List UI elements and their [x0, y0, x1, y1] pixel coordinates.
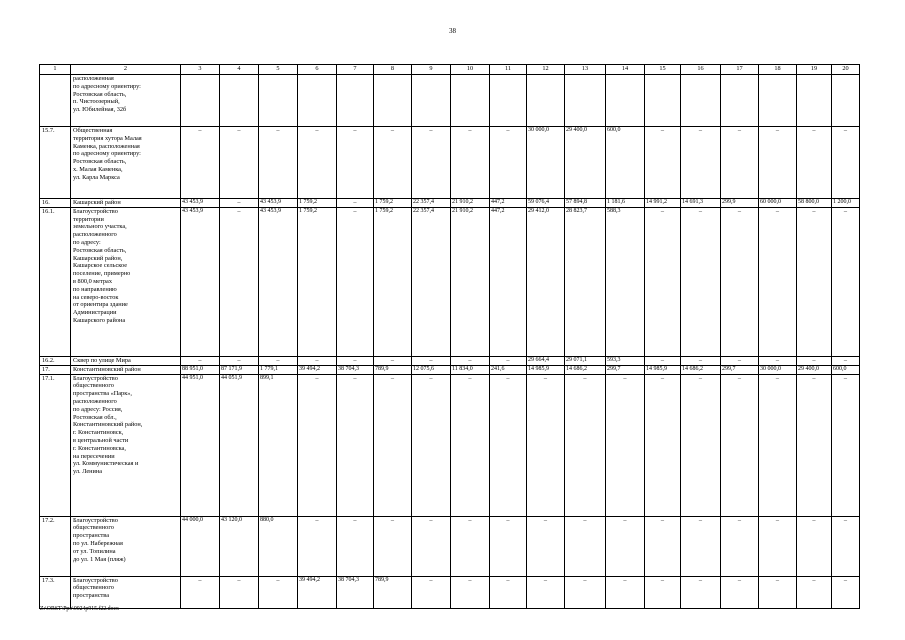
row-description-cell: Кашарский район [71, 199, 181, 208]
row-description-cell: Константиновский район [71, 365, 181, 374]
value-cell: 57 894,8 [565, 199, 606, 208]
column-number-cell: 4 [220, 65, 259, 75]
row-number-cell: 17.2. [40, 516, 71, 576]
value-cell [298, 75, 337, 127]
row-number-cell: 16.1. [40, 207, 71, 356]
row-number-cell: 16. [40, 199, 71, 208]
value-cell [220, 75, 259, 127]
column-number-cell: 7 [337, 65, 374, 75]
value-cell [181, 75, 220, 127]
value-cell: – [181, 127, 220, 199]
value-cell: 299,7 [606, 365, 645, 374]
row-description-cell: Благоустройство общественного пространства «Парк», расположенного по адресу: Россия, Ростовская обл., Константиновский район, г. Константиновск, в центральной части г. Константиновска, на пересечении ул. Коммунистическая и ул. Ленина [71, 374, 181, 516]
value-cell: – [797, 356, 832, 365]
table-row [40, 199, 860, 208]
value-cell: 11 834,0 [451, 365, 490, 374]
value-cell: 241,6 [490, 365, 527, 374]
value-cell: – [645, 374, 681, 516]
value-cell: – [337, 356, 374, 365]
value-cell: – [259, 576, 298, 608]
value-cell: – [220, 356, 259, 365]
value-cell [721, 75, 759, 127]
value-cell: – [721, 576, 759, 608]
value-cell: – [797, 516, 832, 576]
table-row [40, 516, 860, 576]
value-cell: 14 686,2 [565, 365, 606, 374]
value-cell: – [490, 374, 527, 516]
value-cell: 43 453,9 [181, 207, 220, 356]
table-row [40, 374, 860, 516]
value-cell: – [759, 207, 797, 356]
value-cell [527, 75, 565, 127]
value-cell [259, 75, 298, 127]
value-cell: – [298, 374, 337, 516]
row-description-cell: расположенная по адресному ориентиру: Ростовская область, п. Чистоозерный, ул. Юбилейная, 32б [71, 75, 181, 127]
value-cell: – [412, 516, 451, 576]
value-cell: – [490, 356, 527, 365]
row-description-cell: Благоустройство общественного пространства [71, 576, 181, 608]
value-cell: – [721, 374, 759, 516]
table-row [40, 207, 860, 356]
value-cell: – [721, 516, 759, 576]
value-cell: – [565, 516, 606, 576]
value-cell: 44 000,0 [181, 516, 220, 576]
table-row [40, 75, 860, 127]
value-cell: 44 951,0 [181, 374, 220, 516]
value-cell: – [337, 516, 374, 576]
row-description-cell: Общественная территория хутора Малая Каменка, расположенная по адресному ориентиру: Ростовская область, х. Малая Каменка, ул. Карла Маркса [71, 127, 181, 199]
value-cell: – [220, 127, 259, 199]
value-cell: 29 071,1 [565, 356, 606, 365]
value-cell: – [565, 576, 606, 608]
value-cell [374, 75, 412, 127]
value-cell: – [606, 516, 645, 576]
value-cell: – [681, 516, 721, 576]
value-cell: – [759, 516, 797, 576]
value-cell: – [220, 576, 259, 608]
value-cell: 59 076,4 [527, 199, 565, 208]
value-cell: 30 000,0 [759, 365, 797, 374]
value-cell: – [759, 127, 797, 199]
value-cell: 1 759,2 [374, 199, 412, 208]
value-cell: 38 704,3 [337, 576, 374, 608]
value-cell: – [832, 207, 860, 356]
value-cell: – [259, 356, 298, 365]
value-cell [412, 75, 451, 127]
table-row [40, 127, 860, 199]
value-cell: 14 985,9 [645, 365, 681, 374]
value-cell: 29 664,4 [527, 356, 565, 365]
value-cell: – [645, 516, 681, 576]
value-cell: 29 400,0 [565, 127, 606, 199]
column-number-cell: 18 [759, 65, 797, 75]
row-description-cell: Сквер по улице Мира [71, 356, 181, 365]
value-cell: 38 704,3 [337, 365, 374, 374]
value-cell: – [645, 127, 681, 199]
value-cell: – [832, 576, 860, 608]
value-cell: 1 779,1 [259, 365, 298, 374]
value-cell: – [337, 374, 374, 516]
value-cell: 21 910,2 [451, 199, 490, 208]
value-cell: – [181, 576, 220, 608]
value-cell: – [645, 207, 681, 356]
value-cell: – [681, 374, 721, 516]
row-description-cell: Благоустройство общественного пространства по ул. Набережная от ул. Топилина до ул. 1 Мая (пляж) [71, 516, 181, 576]
value-cell: – [681, 207, 721, 356]
value-cell: 299,9 [721, 199, 759, 208]
value-cell: 43 453,9 [181, 199, 220, 208]
value-cell: – [374, 356, 412, 365]
value-cell: – [259, 127, 298, 199]
value-cell: – [337, 127, 374, 199]
row-number-cell: 15.7. [40, 127, 71, 199]
value-cell: 58 800,0 [797, 199, 832, 208]
value-cell [490, 75, 527, 127]
column-number-cell: 2 [71, 65, 181, 75]
value-cell: – [759, 576, 797, 608]
value-cell [337, 75, 374, 127]
value-cell: – [337, 207, 374, 356]
value-cell: 447,2 [490, 207, 527, 356]
table-header-row [40, 65, 860, 75]
value-cell: – [797, 374, 832, 516]
value-cell: 14 991,2 [645, 199, 681, 208]
value-cell: 1 200,0 [832, 199, 860, 208]
table-row [40, 365, 860, 374]
value-cell: – [298, 516, 337, 576]
column-number-cell: 1 [40, 65, 71, 75]
value-cell: 21 910,2 [451, 207, 490, 356]
value-cell: 1 759,2 [298, 199, 337, 208]
value-cell: – [220, 199, 259, 208]
value-cell: 14 686,2 [681, 365, 721, 374]
value-cell: – [606, 374, 645, 516]
column-number-cell: 13 [565, 65, 606, 75]
value-cell: – [681, 576, 721, 608]
row-number-cell: 16.2. [40, 356, 71, 365]
value-cell: – [759, 374, 797, 516]
value-cell: 87 171,9 [220, 365, 259, 374]
column-number-cell: 19 [797, 65, 832, 75]
value-cell: – [412, 576, 451, 608]
value-cell: – [527, 576, 565, 608]
column-number-cell: 12 [527, 65, 565, 75]
value-cell: – [220, 207, 259, 356]
value-cell: 60 000,0 [759, 199, 797, 208]
value-cell: 43 453,9 [259, 199, 298, 208]
value-cell: 29 412,0 [527, 207, 565, 356]
value-cell [759, 75, 797, 127]
row-number-cell: 17. [40, 365, 71, 374]
value-cell: – [832, 374, 860, 516]
value-cell: – [490, 127, 527, 199]
footer-file-path: Z:\ORST\Ppo\0024p915.f22.docx [40, 606, 119, 612]
value-cell [606, 75, 645, 127]
value-cell: 1 759,2 [374, 207, 412, 356]
column-number-cell: 17 [721, 65, 759, 75]
column-number-cell: 14 [606, 65, 645, 75]
budget-table [39, 64, 860, 609]
value-cell: 593,3 [606, 356, 645, 365]
value-cell: 588,3 [606, 207, 645, 356]
column-number-cell: 6 [298, 65, 337, 75]
value-cell: – [759, 356, 797, 365]
value-cell: 600,0 [606, 127, 645, 199]
value-cell: – [797, 576, 832, 608]
value-cell: – [451, 374, 490, 516]
value-cell: – [374, 127, 412, 199]
column-number-cell: 3 [181, 65, 220, 75]
value-cell: 899,1 [259, 374, 298, 516]
value-cell: – [374, 374, 412, 516]
value-cell: – [606, 576, 645, 608]
value-cell: 22 357,4 [412, 207, 451, 356]
row-description-cell: Благоустройство территории земельного участка, расположенного по адресу: Ростовская область, Кашарский район, Кашарское сельское поселение, примерно в 800,0 метрах по направлению на северо-восток от ориентира здание Администрации Кашарского района [71, 207, 181, 356]
value-cell [832, 75, 860, 127]
value-cell: 12 075,6 [412, 365, 451, 374]
column-number-cell: 16 [681, 65, 721, 75]
value-cell [797, 75, 832, 127]
column-number-cell: 5 [259, 65, 298, 75]
value-cell: 43 453,9 [259, 207, 298, 356]
value-cell: – [490, 516, 527, 576]
column-number-cell: 10 [451, 65, 490, 75]
value-cell: 43 120,0 [220, 516, 259, 576]
value-cell: – [451, 576, 490, 608]
value-cell: 30 000,0 [527, 127, 565, 199]
row-number-cell: 17.3. [40, 576, 71, 608]
value-cell: 29 400,0 [797, 365, 832, 374]
value-cell: – [298, 356, 337, 365]
value-cell: 44 051,9 [220, 374, 259, 516]
value-cell: 88 951,0 [181, 365, 220, 374]
value-cell: 14 985,9 [527, 365, 565, 374]
value-cell: – [565, 374, 606, 516]
value-cell: 1 759,2 [298, 207, 337, 356]
value-cell: 880,0 [259, 516, 298, 576]
value-cell: – [832, 516, 860, 576]
value-cell: – [412, 127, 451, 199]
value-cell: – [181, 356, 220, 365]
value-cell: – [645, 356, 681, 365]
table-row [40, 576, 860, 608]
value-cell [681, 75, 721, 127]
value-cell: – [451, 356, 490, 365]
value-cell [451, 75, 490, 127]
value-cell: – [832, 356, 860, 365]
value-cell: – [412, 356, 451, 365]
value-cell: – [374, 516, 412, 576]
value-cell: – [721, 207, 759, 356]
value-cell: – [451, 127, 490, 199]
value-cell: – [298, 127, 337, 199]
value-cell: – [490, 576, 527, 608]
page-number: 38 [449, 27, 456, 35]
value-cell: 299,7 [721, 365, 759, 374]
value-cell: – [645, 576, 681, 608]
value-cell: 22 357,4 [412, 199, 451, 208]
value-cell: – [681, 127, 721, 199]
value-cell: 39 494,2 [298, 576, 337, 608]
table-row [40, 356, 860, 365]
value-cell: 789,9 [374, 365, 412, 374]
value-cell [645, 75, 681, 127]
value-cell: – [721, 356, 759, 365]
value-cell: – [527, 516, 565, 576]
value-cell: – [451, 516, 490, 576]
row-number-cell: 17.1. [40, 374, 71, 516]
column-number-cell: 15 [645, 65, 681, 75]
value-cell: 447,2 [490, 199, 527, 208]
value-cell: – [797, 127, 832, 199]
column-number-cell: 11 [490, 65, 527, 75]
value-cell: 14 691,3 [681, 199, 721, 208]
value-cell: – [412, 374, 451, 516]
value-cell: – [337, 199, 374, 208]
value-cell: – [832, 127, 860, 199]
row-number-cell [40, 75, 71, 127]
column-number-cell: 20 [832, 65, 860, 75]
column-number-cell: 8 [374, 65, 412, 75]
value-cell: – [797, 207, 832, 356]
value-cell: 1 181,6 [606, 199, 645, 208]
value-cell: 39 494,2 [298, 365, 337, 374]
value-cell: – [527, 374, 565, 516]
value-cell: 28 823,7 [565, 207, 606, 356]
value-cell: 789,9 [374, 576, 412, 608]
value-cell: 600,0 [832, 365, 860, 374]
value-cell [565, 75, 606, 127]
value-cell: – [681, 356, 721, 365]
column-number-cell: 9 [412, 65, 451, 75]
value-cell: – [721, 127, 759, 199]
